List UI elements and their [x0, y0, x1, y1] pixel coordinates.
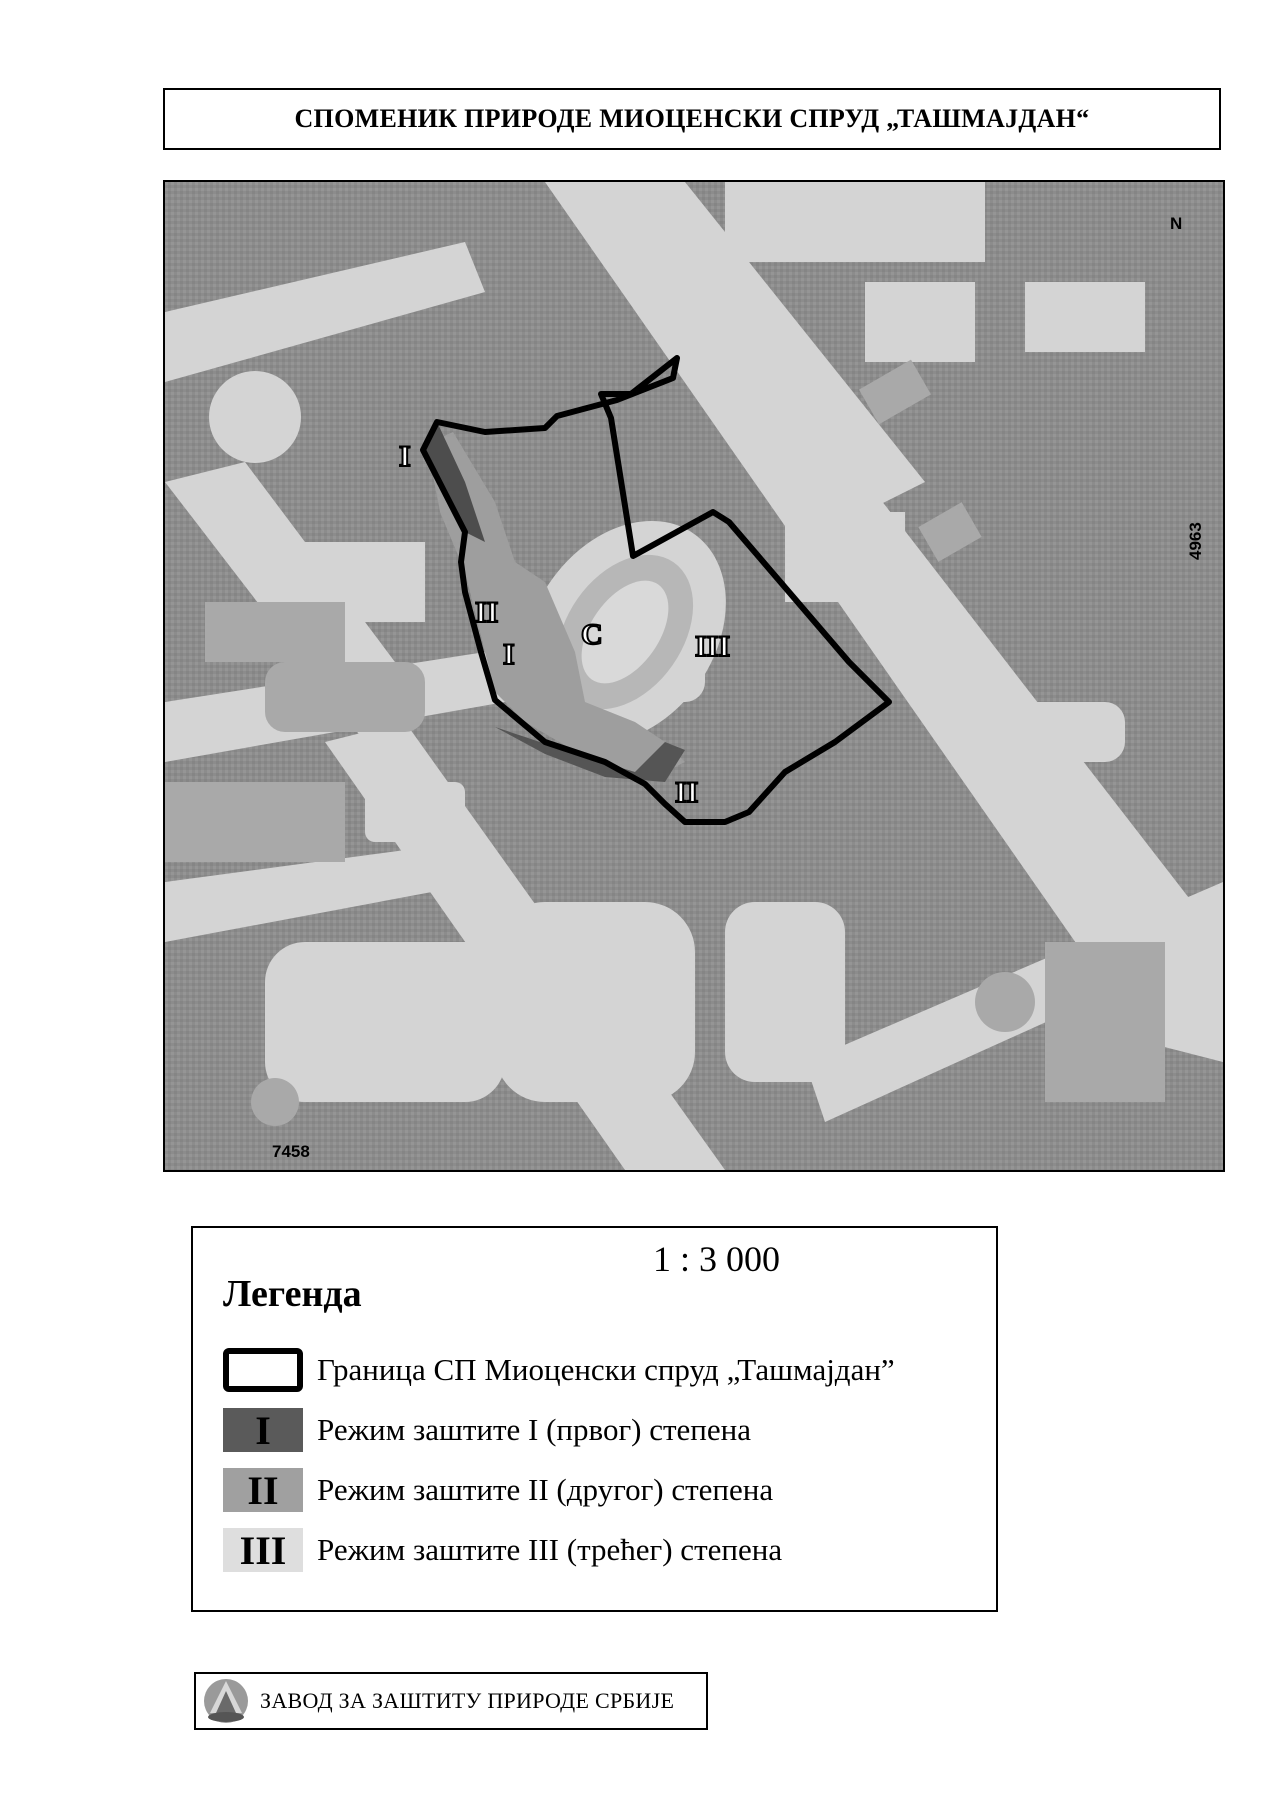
legend-item-zone-ii [223, 1466, 773, 1514]
legend-label-zone-i: Режим заштите I (првог) степена [317, 1412, 751, 1447]
coordinate-label-bottom: 7458 [272, 1142, 310, 1161]
boundary-swatch [223, 1348, 303, 1392]
zone-i-swatch: I [223, 1408, 303, 1452]
zone-ii-swatch: II [223, 1468, 303, 1512]
map-canvas [165, 182, 1223, 1170]
legend-label-boundary: Граница СП Миоценски спруд „Ташмајдан” [317, 1352, 895, 1387]
zone-label-ii-west: II [475, 596, 499, 629]
legend-panel [191, 1226, 998, 1612]
north-label: N [1170, 214, 1183, 233]
zone-label-i-south: I [503, 638, 515, 671]
map-panel[interactable] [163, 180, 1225, 1172]
zone-iii-swatch: III [223, 1528, 303, 1572]
scale-text: 1 : 3 000 [653, 1239, 781, 1279]
legend-label-zone-ii: Режим заштите II (другог) степена [317, 1472, 774, 1507]
legend-label-zone-iii: Режим заштите III (трећег) степена [317, 1532, 783, 1567]
zone-label-ii-south: II [675, 776, 699, 809]
organization-footer [194, 1672, 708, 1730]
zone-label-iii: III [695, 630, 731, 663]
legend-item-boundary [223, 1346, 895, 1394]
zone-label-c: C [581, 618, 603, 651]
legend-item-zone-iii [223, 1526, 782, 1574]
organization-name: ЗАВОД ЗА ЗАШТИТУ ПРИРОДЕ СРБИЈЕ [260, 1688, 675, 1713]
page-title: СПОМЕНИК ПРИРОДЕ МИОЦЕНСКИ СПРУД „ТАШМАЈДАН“ [163, 88, 1221, 150]
zone-label-i-north: I [399, 440, 411, 473]
coordinate-label-right: 4963 [1186, 522, 1205, 560]
legend-heading: Легенда [223, 1273, 362, 1315]
mountain-drop-logo-icon [202, 1677, 250, 1725]
legend-item-zone-i [223, 1406, 751, 1454]
